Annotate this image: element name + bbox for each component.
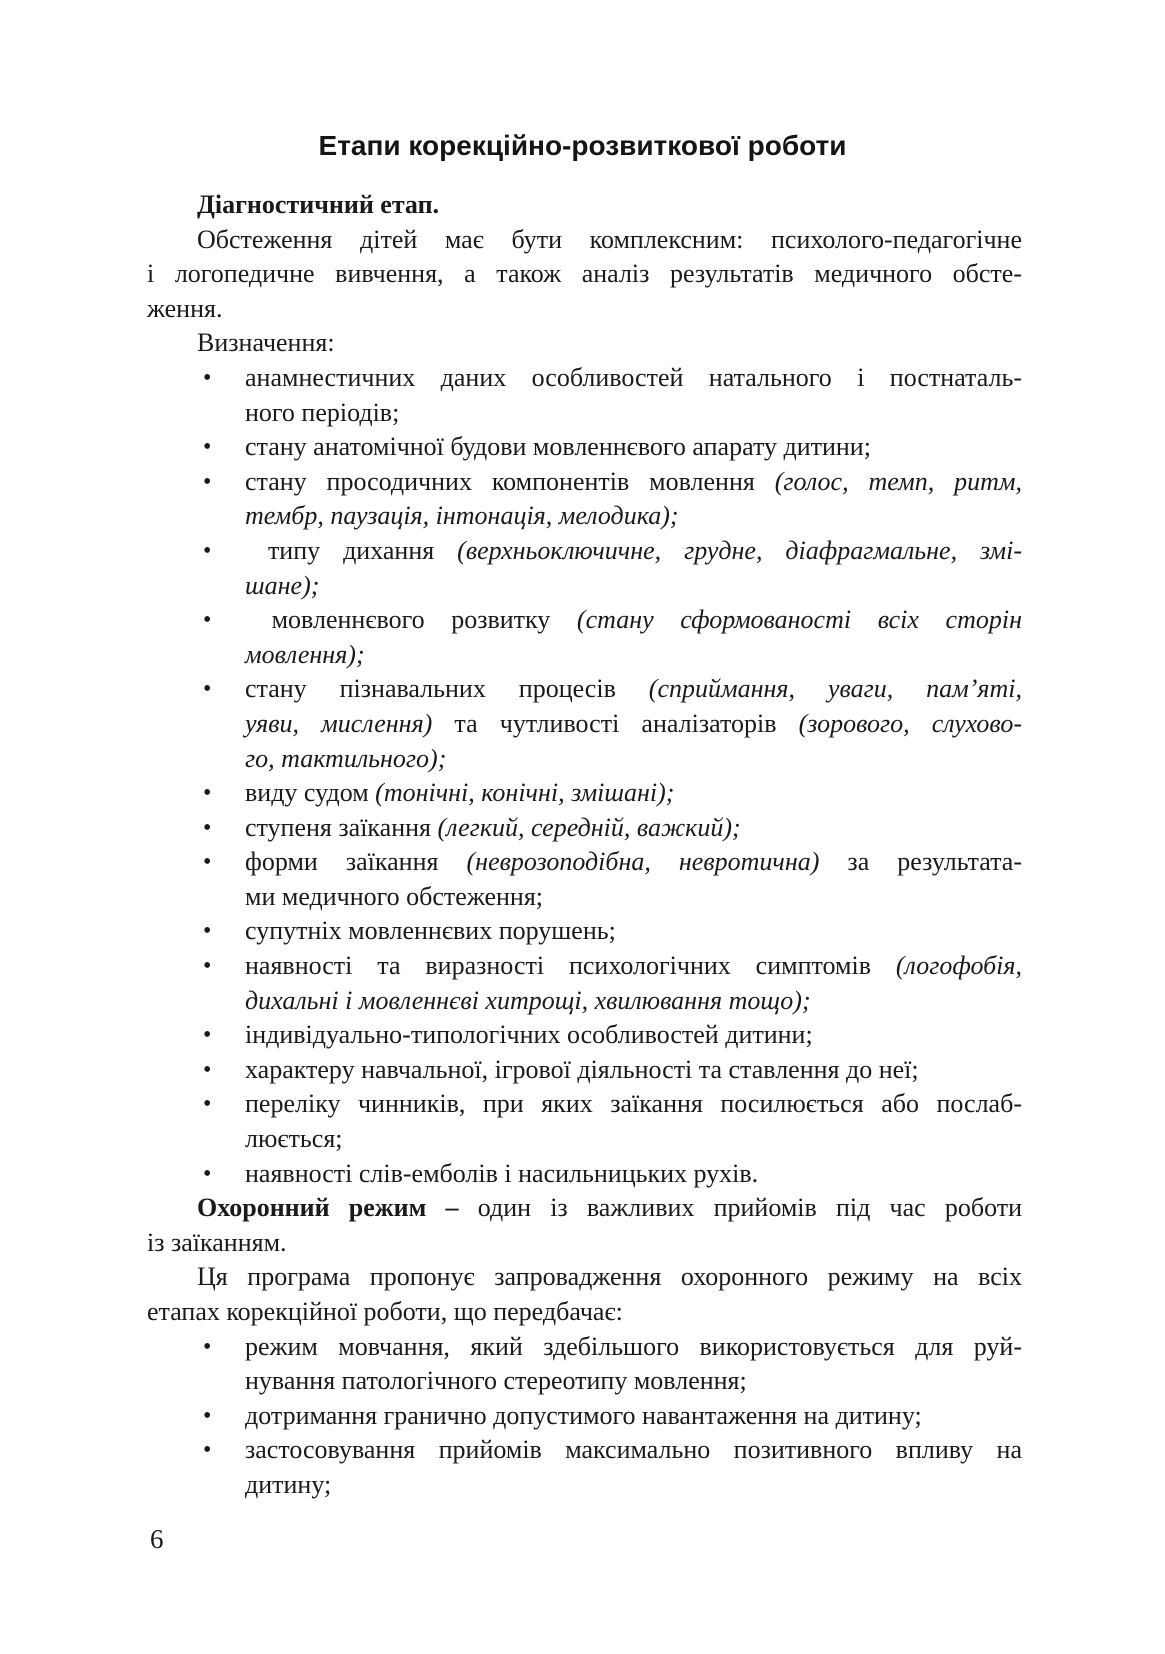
regular-text: за результата- bbox=[819, 847, 1022, 877]
regular-text: наявності та виразності психологічних симптомів bbox=[245, 951, 896, 981]
bullet-icon: • bbox=[203, 364, 212, 391]
regular-text: нування патологічного стереотипу мовлення; bbox=[245, 1366, 747, 1396]
text-line bbox=[147, 1191, 1022, 1226]
regular-text: стану анатомічної будови мовленнєвого апарату дитини; bbox=[245, 432, 871, 462]
regular-text: та чутливості аналізаторів bbox=[432, 708, 799, 738]
italic-text: (тонічні, конічні, змішані); bbox=[375, 778, 675, 808]
regular-text: виду судом bbox=[245, 778, 376, 808]
italic-text: (легкий, середній, важкий); bbox=[437, 812, 741, 842]
bold-text: Діагностичний етап. bbox=[197, 190, 440, 219]
italic-text: (голос, темп, ритм, bbox=[774, 466, 1022, 496]
regular-text: і логопедичне вивчення, а також аналіз результатів медичного обсте- bbox=[147, 259, 1022, 289]
page-number: 6 bbox=[150, 1524, 164, 1554]
bullet-item bbox=[147, 672, 1022, 776]
bullet-item bbox=[147, 1087, 1022, 1156]
text-line bbox=[245, 1122, 1022, 1157]
text-line bbox=[245, 361, 1022, 396]
bullet-icon: • bbox=[203, 434, 212, 461]
text-line bbox=[147, 326, 1022, 361]
bold-text: Охоронний режим – bbox=[197, 1193, 459, 1223]
italic-text: шане); bbox=[245, 570, 320, 600]
italic-text: уяви, мислення) bbox=[245, 708, 433, 738]
text-line bbox=[245, 499, 1022, 534]
text-line bbox=[245, 396, 1022, 431]
text-line bbox=[245, 742, 1022, 777]
regular-text: наявності слів-емболів і насильницьких рухів. bbox=[245, 1158, 759, 1188]
regular-text: ного періодів; bbox=[245, 397, 400, 427]
text-line bbox=[245, 1364, 1022, 1399]
text-line bbox=[245, 1330, 1022, 1365]
regular-text: переліку чинників, при яких заїкання посилюється або послаб- bbox=[245, 1089, 1022, 1119]
content bbox=[147, 188, 1022, 1503]
regular-text: Ця програма пропонує запровадження охоронного режиму на всіх bbox=[197, 1262, 1022, 1292]
text-line bbox=[245, 914, 1022, 949]
bullet-item bbox=[147, 430, 1022, 465]
italic-text: (верхньоключичне, грудне, діафрагмальне, змі- bbox=[457, 535, 1022, 565]
text-line bbox=[245, 569, 1022, 604]
regular-text: мовленнєвого розвитку bbox=[245, 605, 577, 635]
text-line bbox=[147, 1226, 1022, 1261]
bullet-icon: • bbox=[203, 468, 212, 495]
regular-text: із заїканням. bbox=[147, 1227, 287, 1257]
text-line bbox=[147, 1260, 1022, 1295]
italic-text: (сприймання, уваги, пам’яті, bbox=[648, 674, 1022, 704]
regular-text: типу дихання bbox=[245, 535, 458, 565]
regular-text: стану просодичних компонентів мовлення bbox=[245, 466, 775, 496]
paragraph bbox=[147, 188, 1022, 223]
paragraph bbox=[147, 223, 1022, 327]
bullet-icon: • bbox=[203, 1056, 212, 1083]
regular-text: ми медичного обстеження; bbox=[245, 881, 544, 911]
regular-text: режим мовчання, який здебільшого використовується для руй- bbox=[245, 1331, 1022, 1361]
bullet-item bbox=[147, 465, 1022, 534]
bullet-icon: • bbox=[203, 953, 212, 980]
regular-text: Обстеження дітей має бути комплексним: психолого-педагогічне bbox=[197, 224, 1022, 254]
text-line bbox=[245, 430, 1022, 465]
paragraph bbox=[147, 1260, 1022, 1329]
bullet-item bbox=[147, 361, 1022, 430]
paragraph bbox=[147, 326, 1022, 361]
text-line bbox=[245, 1053, 1022, 1088]
bullet-item bbox=[147, 1018, 1022, 1053]
bullet-item bbox=[147, 1330, 1022, 1399]
bullet-item bbox=[147, 534, 1022, 603]
text-line bbox=[245, 1157, 1022, 1192]
text-line bbox=[147, 1295, 1022, 1330]
bullet-item bbox=[147, 811, 1022, 846]
text-line bbox=[245, 949, 1022, 984]
regular-text: супутніх мовленнєвих порушень; bbox=[245, 916, 616, 946]
italic-text: (зорового, слухово- bbox=[798, 708, 1022, 738]
page-title: Етапи корекційно-розвиткової роботи bbox=[318, 130, 847, 161]
bullet-icon: • bbox=[203, 1160, 212, 1187]
regular-text: форми заїкання bbox=[245, 847, 467, 877]
regular-text: характеру навчальної, ігрової діяльності та ставлення до неї; bbox=[245, 1054, 919, 1084]
text-line bbox=[245, 1433, 1022, 1468]
text-line bbox=[245, 776, 1022, 811]
italic-text: (неврозоподібна, невротична) bbox=[466, 847, 820, 877]
text-line bbox=[245, 845, 1022, 880]
bullet-icon: • bbox=[203, 1402, 212, 1429]
italic-text: го, тактильного); bbox=[245, 743, 447, 773]
regular-text: стану пізнавальних процесів bbox=[245, 674, 649, 704]
paragraph bbox=[147, 1191, 1022, 1260]
text-line bbox=[245, 672, 1022, 707]
text-line bbox=[245, 465, 1022, 500]
bullet-item bbox=[147, 949, 1022, 1018]
bullet-icon: • bbox=[203, 849, 212, 876]
text-line bbox=[245, 534, 1022, 569]
text-line bbox=[245, 1087, 1022, 1122]
regular-text: один із важливих прийомів під час роботи bbox=[458, 1193, 1022, 1223]
regular-text: Визначення: bbox=[197, 328, 335, 358]
regular-text: дотримання гранично допустимого навантаження на дитину; bbox=[245, 1400, 922, 1430]
bullet-icon: • bbox=[203, 537, 212, 564]
italic-text: (стану сформованості всіх сторін bbox=[576, 605, 1022, 635]
bullet-item bbox=[147, 1157, 1022, 1192]
bullet-icon: • bbox=[203, 1091, 212, 1118]
regular-text: анамнестичних даних особливостей натального і постнаталь- bbox=[245, 362, 1022, 392]
text-line bbox=[147, 292, 1022, 327]
italic-text: тембр, паузація, інтонація, мелодика); bbox=[245, 501, 679, 531]
italic-text: (логофобія, bbox=[895, 951, 1022, 981]
italic-text: мовлення); bbox=[245, 639, 365, 669]
text-line bbox=[245, 880, 1022, 915]
text-line bbox=[147, 257, 1022, 292]
italic-text: дихальні і мовленнєві хитрощі, хвилювання тощо); bbox=[245, 985, 811, 1015]
bullet-item bbox=[147, 1053, 1022, 1088]
text-line bbox=[245, 1399, 1022, 1434]
bullet-item bbox=[147, 914, 1022, 949]
bullet-icon: • bbox=[203, 780, 212, 807]
text-line bbox=[147, 223, 1022, 258]
regular-text: застосовування прийомів максимально позитивного впливу на bbox=[245, 1435, 1022, 1465]
regular-text: дитину; bbox=[245, 1469, 332, 1499]
regular-text: ження. bbox=[147, 293, 223, 323]
bullet-item bbox=[147, 845, 1022, 914]
regular-text: люється; bbox=[245, 1124, 343, 1154]
bullet-icon: • bbox=[203, 607, 212, 634]
text-line bbox=[245, 984, 1022, 1019]
text-line bbox=[245, 638, 1022, 673]
bullet-icon: • bbox=[203, 814, 212, 841]
bullet-item bbox=[147, 1433, 1022, 1502]
text-line bbox=[245, 1468, 1022, 1503]
text-line bbox=[245, 811, 1022, 846]
bullet-icon: • bbox=[203, 1333, 212, 1360]
text-line bbox=[245, 603, 1022, 638]
bullet-item bbox=[147, 603, 1022, 672]
text-line bbox=[245, 707, 1022, 742]
regular-text: ступеня заїкання bbox=[245, 812, 438, 842]
regular-text: індивідуально-типологічних особливостей дитини; bbox=[245, 1020, 813, 1050]
bullet-icon: • bbox=[203, 676, 212, 703]
regular-text: етапах корекційної роботи, що передбачає: bbox=[147, 1297, 623, 1326]
bullet-icon: • bbox=[203, 918, 212, 945]
bullet-icon: • bbox=[203, 1437, 212, 1464]
bullet-item bbox=[147, 776, 1022, 811]
text-line bbox=[147, 188, 1022, 223]
text-line bbox=[245, 1018, 1022, 1053]
bullet-item bbox=[147, 1399, 1022, 1434]
bullet-icon: • bbox=[203, 1022, 212, 1049]
